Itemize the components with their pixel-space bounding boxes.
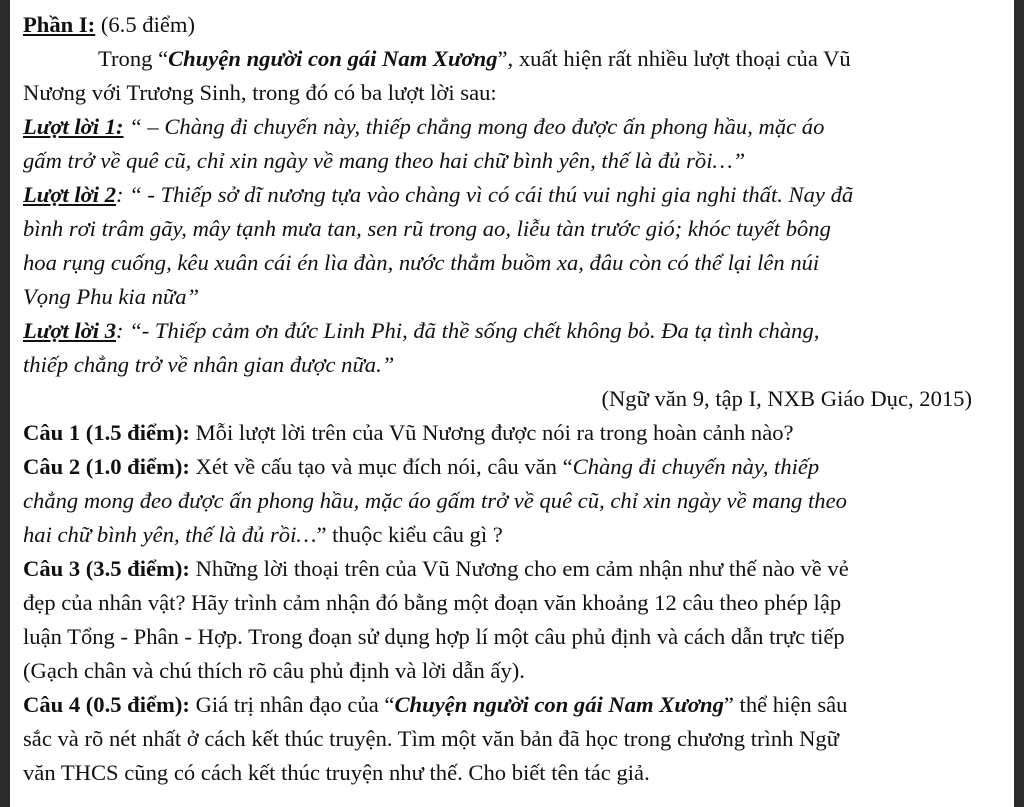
- q4-work-title: Chuyện người con gái Nam Xương: [394, 692, 724, 717]
- q3-text-1: Những lời thoại trên của Vũ Nương cho em cảm nhận như thế nào về vẻ: [189, 556, 849, 581]
- intro-text-1: Trong “: [98, 46, 169, 71]
- part-heading: [23, 8, 992, 42]
- question-1: [23, 416, 992, 450]
- q4-text-1a: Giá trị nhân đạo của “: [189, 692, 395, 717]
- question-2-line-2: chẳng mong đeo được ấn phong hầu, mặc áo gấm trở về quê cũ, chỉ xin ngày về mang theo: [23, 488, 847, 513]
- turn2-line-4: Vọng Phu kia nữa”: [23, 284, 200, 309]
- question-2-line-3: [23, 518, 992, 552]
- question-3-line-2: đẹp của nhân vật? Hãy trình cảm nhận đó bằng một đoạn văn khoảng 12 câu theo phép lập: [23, 590, 842, 615]
- turn2-line-1: [23, 178, 992, 212]
- q3-label: Câu 3 (3.5 điểm):: [23, 556, 190, 581]
- turn1-text-1: “ – Chàng đi chuyến này, thiếp chẳng mong đeo được ấn phong hầu, mặc áo: [123, 114, 825, 139]
- turn2-line-3: hoa rụng cuống, kêu xuân cái én lìa đàn, nước thẳm buồm xa, đâu còn có thể lại lên núi: [23, 250, 820, 275]
- turn3-label: Lượt lời 3: [23, 318, 117, 343]
- turn3-line-1: [23, 314, 992, 348]
- turn2-text-1: : “ - Thiếp sở dĩ nương tựa vào chàng vì có cái thú vui nghi gia nghi thất. Nay đã: [116, 182, 854, 207]
- turn2-label: Lượt lời 2: [23, 182, 117, 207]
- document-page: [10, 0, 1014, 807]
- turn1-line-1: [23, 110, 992, 144]
- q2-text-3a: hai chữ bình yên, thế là đủ rồi…: [23, 522, 317, 547]
- turn1-line-2: gấm trở về quê cũ, chỉ xin ngày về mang theo hai chữ bình yên, thế là đủ rồi…”: [23, 148, 746, 173]
- turn1-label: Lượt lời 1:: [23, 114, 124, 139]
- q4-label: Câu 4 (0.5 điểm):: [23, 692, 190, 717]
- source-citation: (Ngữ văn 9, tập I, NXB Giáo Dục, 2015): [601, 386, 972, 411]
- q2-label: Câu 2 (1.0 điểm):: [23, 454, 190, 479]
- intro-line-2: Nương với Trương Sinh, trong đó có ba lượt lời sau:: [23, 80, 497, 105]
- q2-text-1b: Chàng đi chuyến này, thiếp: [572, 454, 820, 479]
- intro-text-2: ”, xuất hiện rất nhiều lượt thoại của Vũ: [497, 46, 851, 71]
- question-2-line-1: [23, 450, 992, 484]
- q1-text: Mỗi lượt lời trên của Vũ Nương được nói ra trong hoàn cảnh nào?: [189, 420, 794, 445]
- question-4-line-1: [23, 688, 992, 722]
- question-3-line-3: luận Tổng - Phân - Hợp. Trong đoạn sử dụng hợp lí một câu phủ định và cách dẫn trực tiếp: [23, 624, 845, 649]
- turn3-text-1: : “- Thiếp cảm ơn đức Linh Phi, đã thề sống chết không bỏ. Đa tạ tình chàng,: [116, 318, 820, 343]
- question-4-line-2: sắc và rõ nét nhất ở cách kết thúc truyện. Tìm một văn bản đã học trong chương trình Ngữ: [23, 726, 839, 751]
- question-3-line-4: (Gạch chân và chú thích rõ câu phủ định và lời dẫn ấy).: [23, 658, 525, 683]
- q4-text-1c: ” thể hiện sâu: [723, 692, 848, 717]
- intro-work-title: Chuyện người con gái Nam Xương: [168, 46, 498, 71]
- q2-text-1a: Xét về cấu tạo và mục đích nói, câu văn “: [189, 454, 573, 479]
- part-title: Phần I:: [23, 12, 96, 37]
- turn3-line-2: thiếp chẳng trở về nhân gian được nữa.”: [23, 352, 395, 377]
- q2-text-3b: ” thuộc kiểu câu gì ?: [316, 522, 503, 547]
- question-4-line-3: văn THCS cũng có cách kết thúc truyện như thế. Cho biết tên tác giả.: [23, 760, 650, 785]
- question-3-line-1: [23, 552, 992, 586]
- intro-line-1: [23, 42, 992, 76]
- turn2-line-2: bình rơi trâm gãy, mây tạnh mưa tan, sen rũ trong ao, liễu tàn trước gió; khóc tuyết bông: [23, 216, 831, 241]
- q1-label: Câu 1 (1.5 điểm):: [23, 420, 190, 445]
- part-points: (6.5 điểm): [95, 12, 195, 37]
